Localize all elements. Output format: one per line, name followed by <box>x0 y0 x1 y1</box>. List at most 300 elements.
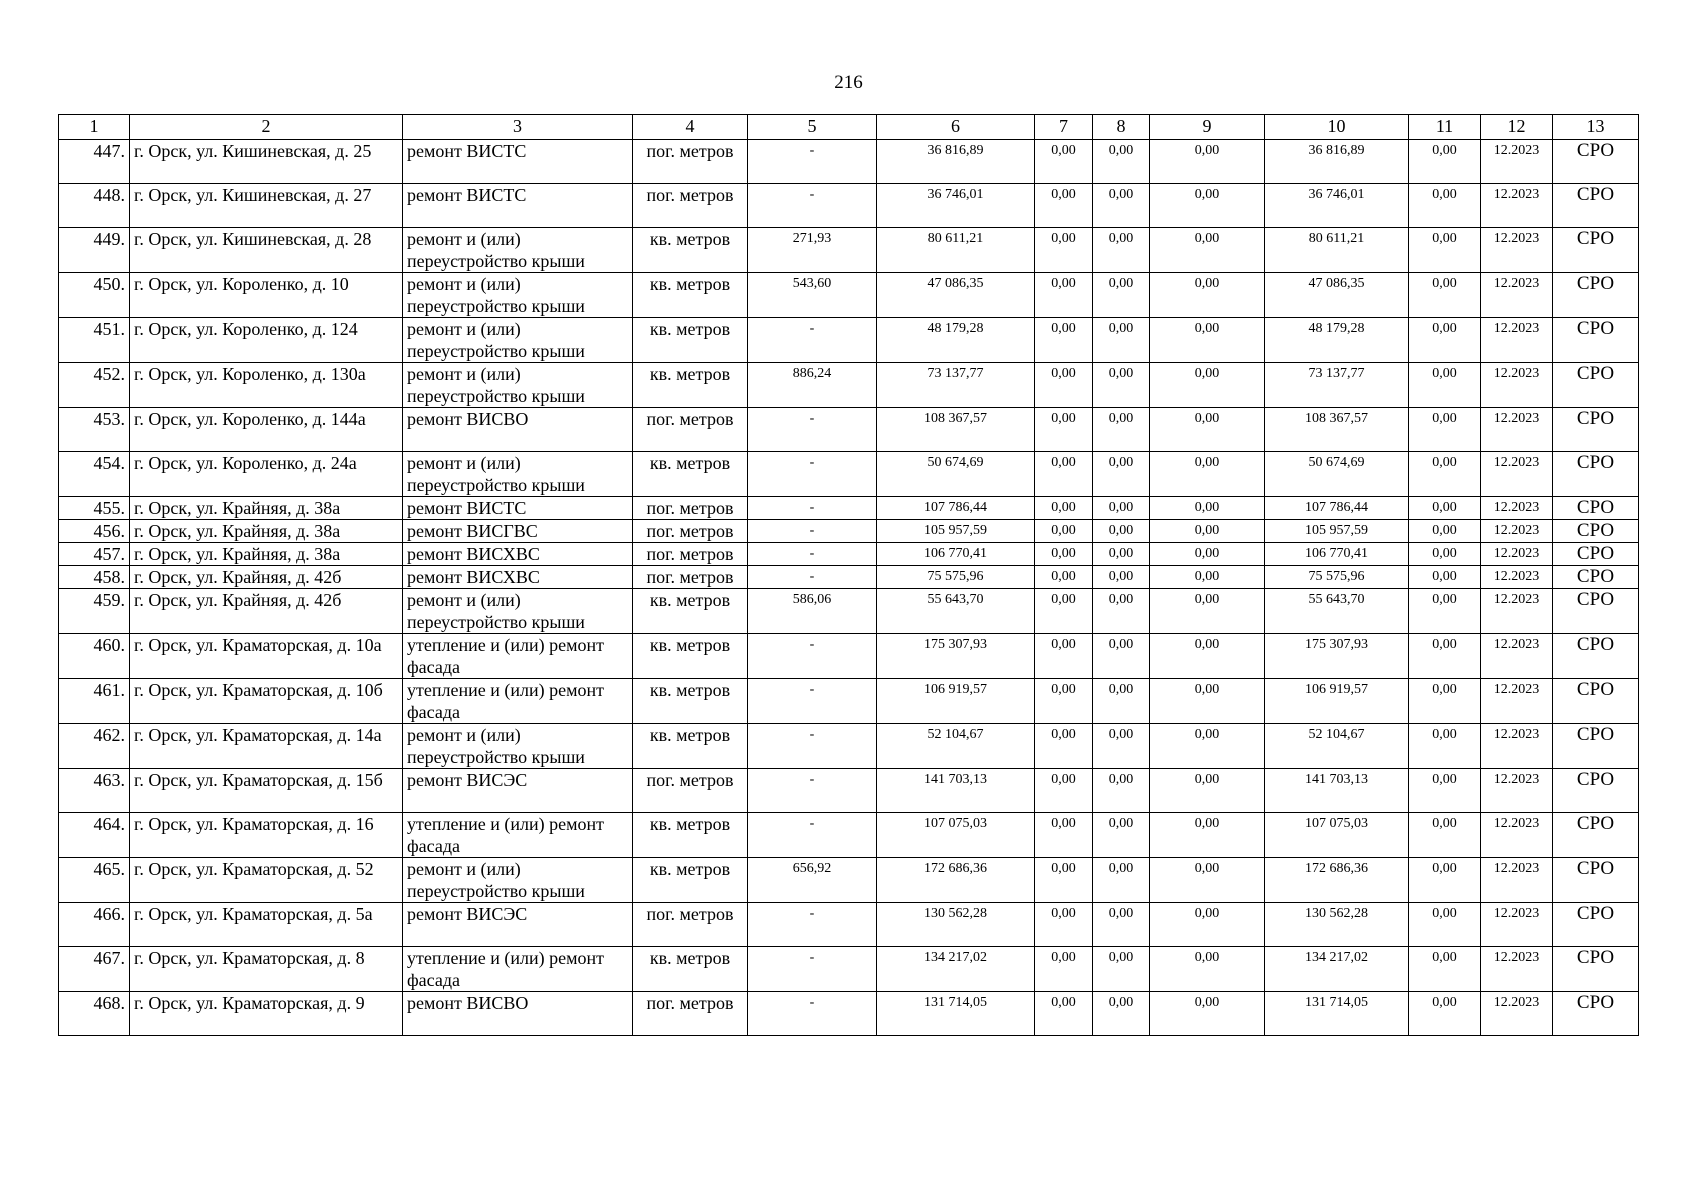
cell-col-10: 105 957,59 <box>1265 520 1409 543</box>
table-row <box>59 769 1639 813</box>
cell-work-type: утепление и (или) ремонт фасада <box>403 947 633 992</box>
cell-contractor: СРО <box>1553 140 1639 184</box>
cell-unit: кв. метров <box>633 318 748 363</box>
cell-col-8: 0,00 <box>1093 318 1150 363</box>
cell-col-11: 0,00 <box>1409 184 1481 228</box>
cell-col-8: 0,00 <box>1093 589 1150 634</box>
cell-quantity: 543,60 <box>748 273 877 318</box>
cell-col-11: 0,00 <box>1409 318 1481 363</box>
cell-deadline: 12.2023 <box>1481 992 1553 1036</box>
cell-quantity: - <box>748 408 877 452</box>
cell-work-type: ремонт ВИСТС <box>403 497 633 520</box>
cell-cost: 105 957,59 <box>877 520 1035 543</box>
cell-deadline: 12.2023 <box>1481 566 1553 589</box>
table-row <box>59 992 1639 1036</box>
cell-col-8: 0,00 <box>1093 566 1150 589</box>
cell-unit: кв. метров <box>633 228 748 273</box>
cell-cost: 130 562,28 <box>877 903 1035 947</box>
cell-deadline: 12.2023 <box>1481 679 1553 724</box>
cell-quantity: - <box>748 140 877 184</box>
cell-col-9: 0,00 <box>1150 992 1265 1036</box>
cell-address: г. Орск, ул. Короленко, д. 10 <box>130 273 403 318</box>
cell-contractor: СРО <box>1553 769 1639 813</box>
cell-address: г. Орск, ул. Краматорская, д. 10а <box>130 634 403 679</box>
column-header-6: 6 <box>877 115 1035 140</box>
cell-address: г. Орск, ул. Короленко, д. 144а <box>130 408 403 452</box>
cell-deadline: 12.2023 <box>1481 452 1553 497</box>
cell-contractor: СРО <box>1553 813 1639 858</box>
cell-deadline: 12.2023 <box>1481 724 1553 769</box>
cell-col-11: 0,00 <box>1409 273 1481 318</box>
cell-col-11: 0,00 <box>1409 813 1481 858</box>
cell-col-7: 0,00 <box>1035 543 1093 566</box>
cell-contractor: СРО <box>1553 566 1639 589</box>
cell-work-type: ремонт и (или) переустройство крыши <box>403 858 633 903</box>
cell-contractor: СРО <box>1553 947 1639 992</box>
cell-work-type: ремонт ВИСТС <box>403 140 633 184</box>
cell-col-8: 0,00 <box>1093 947 1150 992</box>
cell-col-7: 0,00 <box>1035 992 1093 1036</box>
works-table <box>58 114 1639 1036</box>
cell-col-10: 141 703,13 <box>1265 769 1409 813</box>
column-header-10: 10 <box>1265 115 1409 140</box>
cell-col-7: 0,00 <box>1035 497 1093 520</box>
cell-quantity: - <box>748 769 877 813</box>
table-row <box>59 947 1639 992</box>
cell-deadline: 12.2023 <box>1481 228 1553 273</box>
cell-quantity: 271,93 <box>748 228 877 273</box>
cell-col-11: 0,00 <box>1409 228 1481 273</box>
cell-work-type: ремонт ВИСХВС <box>403 543 633 566</box>
cell-col-10: 106 770,41 <box>1265 543 1409 566</box>
cell-deadline: 12.2023 <box>1481 408 1553 452</box>
cell-address: г. Орск, ул. Краматорская, д. 9 <box>130 992 403 1036</box>
cell-col-11: 0,00 <box>1409 566 1481 589</box>
cell-deadline: 12.2023 <box>1481 543 1553 566</box>
cell-address: г. Орск, ул. Короленко, д. 130а <box>130 363 403 408</box>
cell-work-type: ремонт ВИСВО <box>403 992 633 1036</box>
cell-col-9: 0,00 <box>1150 566 1265 589</box>
cell-work-type: ремонт и (или) переустройство крыши <box>403 363 633 408</box>
cell-contractor: СРО <box>1553 497 1639 520</box>
table-row <box>59 497 1639 520</box>
cell-deadline: 12.2023 <box>1481 497 1553 520</box>
cell-cost: 106 919,57 <box>877 679 1035 724</box>
cell-quantity: - <box>748 679 877 724</box>
cell-col-8: 0,00 <box>1093 497 1150 520</box>
table-row <box>59 408 1639 452</box>
cell-unit: кв. метров <box>633 679 748 724</box>
cell-col-10: 52 104,67 <box>1265 724 1409 769</box>
cell-cost: 55 643,70 <box>877 589 1035 634</box>
cell-col-9: 0,00 <box>1150 724 1265 769</box>
cell-quantity: - <box>748 497 877 520</box>
cell-work-type: ремонт и (или) переустройство крыши <box>403 589 633 634</box>
cell-work-type: ремонт и (или) переустройство крыши <box>403 452 633 497</box>
cell-col-10: 47 086,35 <box>1265 273 1409 318</box>
table-row <box>59 679 1639 724</box>
cell-cost: 107 786,44 <box>877 497 1035 520</box>
table-row <box>59 634 1639 679</box>
table-row <box>59 813 1639 858</box>
cell-unit: пог. метров <box>633 184 748 228</box>
cell-col-8: 0,00 <box>1093 184 1150 228</box>
cell-col-7: 0,00 <box>1035 228 1093 273</box>
cell-col-9: 0,00 <box>1150 813 1265 858</box>
cell-col-9: 0,00 <box>1150 858 1265 903</box>
cell-contractor: СРО <box>1553 679 1639 724</box>
cell-col-9: 0,00 <box>1150 769 1265 813</box>
cell-address: г. Орск, ул. Крайняя, д. 38а <box>130 543 403 566</box>
cell-unit: пог. метров <box>633 992 748 1036</box>
cell-col-9: 0,00 <box>1150 497 1265 520</box>
column-header-3: 3 <box>403 115 633 140</box>
cell-deadline: 12.2023 <box>1481 903 1553 947</box>
cell-cost: 107 075,03 <box>877 813 1035 858</box>
column-header-5: 5 <box>748 115 877 140</box>
cell-cost: 50 674,69 <box>877 452 1035 497</box>
cell-contractor: СРО <box>1553 408 1639 452</box>
cell-address: г. Орск, ул. Краматорская, д. 8 <box>130 947 403 992</box>
table-row <box>59 566 1639 589</box>
cell-cost: 172 686,36 <box>877 858 1035 903</box>
cell-unit: кв. метров <box>633 947 748 992</box>
table-row <box>59 903 1639 947</box>
cell-col-11: 0,00 <box>1409 140 1481 184</box>
cell-contractor: СРО <box>1553 992 1639 1036</box>
table-row <box>59 520 1639 543</box>
cell-cost: 36 746,01 <box>877 184 1035 228</box>
cell-row-number: 465. <box>59 858 130 903</box>
column-header-11: 11 <box>1409 115 1481 140</box>
cell-cost: 75 575,96 <box>877 566 1035 589</box>
cell-col-8: 0,00 <box>1093 903 1150 947</box>
header-row <box>59 115 1639 140</box>
cell-work-type: утепление и (или) ремонт фасада <box>403 634 633 679</box>
table-row <box>59 858 1639 903</box>
table-row <box>59 228 1639 273</box>
cell-address: г. Орск, ул. Крайняя, д. 38а <box>130 520 403 543</box>
cell-col-10: 73 137,77 <box>1265 363 1409 408</box>
cell-col-10: 107 075,03 <box>1265 813 1409 858</box>
cell-col-7: 0,00 <box>1035 363 1093 408</box>
cell-row-number: 468. <box>59 992 130 1036</box>
cell-quantity: 586,06 <box>748 589 877 634</box>
cell-work-type: утепление и (или) ремонт фасада <box>403 679 633 724</box>
cell-cost: 108 367,57 <box>877 408 1035 452</box>
cell-col-7: 0,00 <box>1035 947 1093 992</box>
cell-col-11: 0,00 <box>1409 769 1481 813</box>
cell-col-11: 0,00 <box>1409 724 1481 769</box>
cell-contractor: СРО <box>1553 589 1639 634</box>
cell-work-type: ремонт и (или) переустройство крыши <box>403 273 633 318</box>
cell-row-number: 450. <box>59 273 130 318</box>
cell-col-9: 0,00 <box>1150 543 1265 566</box>
cell-col-9: 0,00 <box>1150 520 1265 543</box>
cell-row-number: 463. <box>59 769 130 813</box>
cell-deadline: 12.2023 <box>1481 363 1553 408</box>
cell-deadline: 12.2023 <box>1481 318 1553 363</box>
column-header-7: 7 <box>1035 115 1093 140</box>
cell-address: г. Орск, ул. Кишиневская, д. 27 <box>130 184 403 228</box>
cell-row-number: 457. <box>59 543 130 566</box>
cell-deadline: 12.2023 <box>1481 140 1553 184</box>
cell-col-10: 75 575,96 <box>1265 566 1409 589</box>
cell-col-8: 0,00 <box>1093 679 1150 724</box>
cell-row-number: 449. <box>59 228 130 273</box>
cell-col-11: 0,00 <box>1409 543 1481 566</box>
cell-unit: кв. метров <box>633 634 748 679</box>
cell-col-7: 0,00 <box>1035 566 1093 589</box>
page-number: 216 <box>834 72 863 93</box>
cell-work-type: ремонт и (или) переустройство крыши <box>403 724 633 769</box>
cell-row-number: 462. <box>59 724 130 769</box>
cell-row-number: 459. <box>59 589 130 634</box>
cell-cost: 73 137,77 <box>877 363 1035 408</box>
cell-row-number: 454. <box>59 452 130 497</box>
cell-col-7: 0,00 <box>1035 724 1093 769</box>
cell-contractor: СРО <box>1553 228 1639 273</box>
cell-col-11: 0,00 <box>1409 858 1481 903</box>
cell-col-10: 130 562,28 <box>1265 903 1409 947</box>
cell-col-8: 0,00 <box>1093 408 1150 452</box>
cell-col-8: 0,00 <box>1093 634 1150 679</box>
cell-quantity: - <box>748 634 877 679</box>
cell-quantity: - <box>748 543 877 566</box>
cell-col-11: 0,00 <box>1409 679 1481 724</box>
cell-col-9: 0,00 <box>1150 589 1265 634</box>
table-header <box>59 115 1639 140</box>
cell-unit: пог. метров <box>633 566 748 589</box>
table-row <box>59 318 1639 363</box>
table-row <box>59 452 1639 497</box>
cell-quantity: - <box>748 566 877 589</box>
column-header-2: 2 <box>130 115 403 140</box>
cell-deadline: 12.2023 <box>1481 520 1553 543</box>
cell-unit: кв. метров <box>633 452 748 497</box>
cell-cost: 47 086,35 <box>877 273 1035 318</box>
cell-col-8: 0,00 <box>1093 858 1150 903</box>
cell-row-number: 452. <box>59 363 130 408</box>
cell-work-type: ремонт ВИСЭС <box>403 903 633 947</box>
cell-cost: 48 179,28 <box>877 318 1035 363</box>
cell-col-7: 0,00 <box>1035 679 1093 724</box>
cell-unit: кв. метров <box>633 724 748 769</box>
cell-cost: 52 104,67 <box>877 724 1035 769</box>
cell-quantity: 886,24 <box>748 363 877 408</box>
cell-col-9: 0,00 <box>1150 634 1265 679</box>
cell-contractor: СРО <box>1553 634 1639 679</box>
cell-unit: кв. метров <box>633 813 748 858</box>
cell-col-10: 131 714,05 <box>1265 992 1409 1036</box>
cell-col-10: 55 643,70 <box>1265 589 1409 634</box>
column-header-13: 13 <box>1553 115 1639 140</box>
cell-col-11: 0,00 <box>1409 520 1481 543</box>
cell-col-11: 0,00 <box>1409 903 1481 947</box>
cell-unit: пог. метров <box>633 903 748 947</box>
cell-cost: 131 714,05 <box>877 992 1035 1036</box>
cell-deadline: 12.2023 <box>1481 589 1553 634</box>
cell-row-number: 461. <box>59 679 130 724</box>
cell-col-11: 0,00 <box>1409 408 1481 452</box>
cell-col-11: 0,00 <box>1409 589 1481 634</box>
cell-col-9: 0,00 <box>1150 903 1265 947</box>
column-header-8: 8 <box>1093 115 1150 140</box>
cell-unit: кв. метров <box>633 858 748 903</box>
cell-cost: 36 816,89 <box>877 140 1035 184</box>
cell-deadline: 12.2023 <box>1481 813 1553 858</box>
cell-col-7: 0,00 <box>1035 140 1093 184</box>
cell-deadline: 12.2023 <box>1481 858 1553 903</box>
cell-address: г. Орск, ул. Крайняя, д. 42б <box>130 566 403 589</box>
cell-col-7: 0,00 <box>1035 408 1093 452</box>
cell-address: г. Орск, ул. Краматорская, д. 14а <box>130 724 403 769</box>
cell-col-7: 0,00 <box>1035 858 1093 903</box>
cell-unit: пог. метров <box>633 543 748 566</box>
cell-quantity: - <box>748 903 877 947</box>
cell-col-10: 50 674,69 <box>1265 452 1409 497</box>
cell-unit: кв. метров <box>633 589 748 634</box>
cell-contractor: СРО <box>1553 318 1639 363</box>
cell-col-9: 0,00 <box>1150 140 1265 184</box>
cell-col-8: 0,00 <box>1093 520 1150 543</box>
cell-work-type: ремонт ВИСЭС <box>403 769 633 813</box>
cell-contractor: СРО <box>1553 363 1639 408</box>
cell-address: г. Орск, ул. Короленко, д. 24а <box>130 452 403 497</box>
cell-quantity: - <box>748 184 877 228</box>
cell-col-11: 0,00 <box>1409 634 1481 679</box>
cell-contractor: СРО <box>1553 452 1639 497</box>
table-row <box>59 543 1639 566</box>
cell-contractor: СРО <box>1553 903 1639 947</box>
cell-col-7: 0,00 <box>1035 318 1093 363</box>
cell-quantity: - <box>748 813 877 858</box>
column-header-1: 1 <box>59 115 130 140</box>
table-row <box>59 589 1639 634</box>
cell-col-8: 0,00 <box>1093 452 1150 497</box>
cell-col-7: 0,00 <box>1035 634 1093 679</box>
cell-cost: 175 307,93 <box>877 634 1035 679</box>
cell-col-8: 0,00 <box>1093 273 1150 318</box>
cell-col-11: 0,00 <box>1409 363 1481 408</box>
cell-address: г. Орск, ул. Короленко, д. 124 <box>130 318 403 363</box>
table-row <box>59 273 1639 318</box>
cell-col-11: 0,00 <box>1409 947 1481 992</box>
cell-work-type: утепление и (или) ремонт фасада <box>403 813 633 858</box>
cell-contractor: СРО <box>1553 724 1639 769</box>
cell-col-7: 0,00 <box>1035 452 1093 497</box>
cell-row-number: 455. <box>59 497 130 520</box>
cell-row-number: 466. <box>59 903 130 947</box>
cell-col-11: 0,00 <box>1409 992 1481 1036</box>
cell-cost: 106 770,41 <box>877 543 1035 566</box>
cell-work-type: ремонт ВИСВО <box>403 408 633 452</box>
cell-col-8: 0,00 <box>1093 813 1150 858</box>
cell-row-number: 456. <box>59 520 130 543</box>
cell-unit: пог. метров <box>633 520 748 543</box>
cell-col-10: 106 919,57 <box>1265 679 1409 724</box>
table-row <box>59 140 1639 184</box>
cell-work-type: ремонт и (или) переустройство крыши <box>403 228 633 273</box>
cell-unit: кв. метров <box>633 273 748 318</box>
cell-col-8: 0,00 <box>1093 992 1150 1036</box>
cell-col-7: 0,00 <box>1035 769 1093 813</box>
cell-row-number: 448. <box>59 184 130 228</box>
cell-contractor: СРО <box>1553 273 1639 318</box>
cell-col-9: 0,00 <box>1150 184 1265 228</box>
cell-col-9: 0,00 <box>1150 679 1265 724</box>
cell-row-number: 460. <box>59 634 130 679</box>
cell-quantity: 656,92 <box>748 858 877 903</box>
cell-quantity: - <box>748 724 877 769</box>
cell-col-8: 0,00 <box>1093 724 1150 769</box>
cell-row-number: 458. <box>59 566 130 589</box>
cell-col-11: 0,00 <box>1409 497 1481 520</box>
cell-col-9: 0,00 <box>1150 452 1265 497</box>
cell-col-10: 80 611,21 <box>1265 228 1409 273</box>
cell-col-10: 172 686,36 <box>1265 858 1409 903</box>
cell-deadline: 12.2023 <box>1481 769 1553 813</box>
cell-row-number: 447. <box>59 140 130 184</box>
cell-col-8: 0,00 <box>1093 140 1150 184</box>
cell-col-10: 175 307,93 <box>1265 634 1409 679</box>
table-row <box>59 363 1639 408</box>
cell-work-type: ремонт и (или) переустройство крыши <box>403 318 633 363</box>
cell-quantity: - <box>748 318 877 363</box>
cell-row-number: 464. <box>59 813 130 858</box>
cell-contractor: СРО <box>1553 184 1639 228</box>
column-header-9: 9 <box>1150 115 1265 140</box>
cell-address: г. Орск, ул. Крайняя, д. 42б <box>130 589 403 634</box>
cell-work-type: ремонт ВИСХВС <box>403 566 633 589</box>
cell-cost: 134 217,02 <box>877 947 1035 992</box>
cell-address: г. Орск, ул. Краматорская, д. 10б <box>130 679 403 724</box>
table-row <box>59 724 1639 769</box>
cell-col-9: 0,00 <box>1150 363 1265 408</box>
cell-cost: 141 703,13 <box>877 769 1035 813</box>
cell-col-7: 0,00 <box>1035 184 1093 228</box>
cell-quantity: - <box>748 992 877 1036</box>
cell-col-9: 0,00 <box>1150 947 1265 992</box>
cell-col-7: 0,00 <box>1035 903 1093 947</box>
cell-work-type: ремонт ВИСГВС <box>403 520 633 543</box>
cell-address: г. Орск, ул. Краматорская, д. 16 <box>130 813 403 858</box>
cell-deadline: 12.2023 <box>1481 184 1553 228</box>
cell-deadline: 12.2023 <box>1481 273 1553 318</box>
cell-col-9: 0,00 <box>1150 408 1265 452</box>
cell-address: г. Орск, ул. Крайняя, д. 38а <box>130 497 403 520</box>
cell-col-10: 48 179,28 <box>1265 318 1409 363</box>
cell-work-type: ремонт ВИСТС <box>403 184 633 228</box>
cell-address: г. Орск, ул. Кишиневская, д. 28 <box>130 228 403 273</box>
cell-unit: пог. метров <box>633 497 748 520</box>
cell-address: г. Орск, ул. Краматорская, д. 5а <box>130 903 403 947</box>
cell-contractor: СРО <box>1553 543 1639 566</box>
cell-quantity: - <box>748 520 877 543</box>
cell-deadline: 12.2023 <box>1481 634 1553 679</box>
cell-col-8: 0,00 <box>1093 769 1150 813</box>
cell-col-11: 0,00 <box>1409 452 1481 497</box>
cell-row-number: 467. <box>59 947 130 992</box>
cell-col-9: 0,00 <box>1150 318 1265 363</box>
cell-row-number: 453. <box>59 408 130 452</box>
cell-col-10: 107 786,44 <box>1265 497 1409 520</box>
cell-col-9: 0,00 <box>1150 273 1265 318</box>
cell-quantity: - <box>748 452 877 497</box>
cell-col-8: 0,00 <box>1093 363 1150 408</box>
cell-quantity: - <box>748 947 877 992</box>
cell-unit: пог. метров <box>633 140 748 184</box>
